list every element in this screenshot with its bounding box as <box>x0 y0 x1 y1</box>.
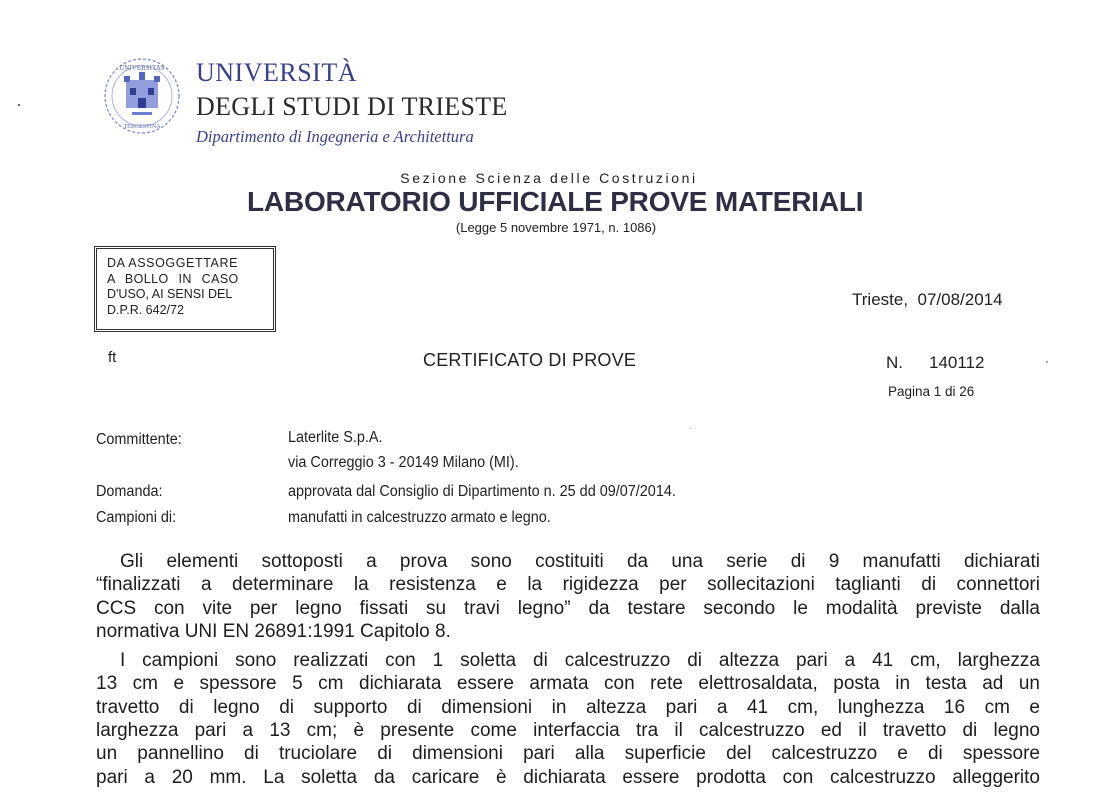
svg-text:TERGESTINA: TERGESTINA <box>123 124 161 130</box>
document-title: CERTIFICATO DI PROVE <box>423 350 637 370</box>
university-seal-icon <box>100 56 184 136</box>
stamp-line: D.P.R. 642/72 <box>107 302 184 317</box>
law-reference: (Legge 5 novembre 1971, n. 1086) <box>455 220 657 235</box>
stamp-duty-box <box>94 246 276 332</box>
request-value: approvata dal Consiglio di Dipartimento n. 25 dd 09/07/2014. <box>288 483 676 500</box>
body-line: larghezza pari a 13 cm; è presente come interfaccia tra il calcestruzzo ed il travetto di legno <box>96 720 1040 742</box>
body-line: “finalizzati a determinare la resistenza e la rigidezza per sollecitazioni taglianti di connettori <box>96 574 1040 596</box>
client-address: via Correggio 3 - 20149 Milano (MI). <box>288 454 519 471</box>
paragraph-sample-description <box>96 649 1040 789</box>
stamp-line: D'USO, AI SENSI DEL <box>107 287 233 301</box>
paragraph-test-elements <box>96 550 1040 643</box>
samples-value: manufatti in calcestruzzo armato e legno. <box>288 509 551 526</box>
certificate-number-label: N. <box>886 353 903 372</box>
place-date: Trieste, 07/08/2014 <box>852 290 1003 309</box>
body-line: Gli elementi sottoposti a prova sono costituiti da una serie di 9 manufatti dichiarati <box>120 551 1040 572</box>
stamp-line: DA ASSOGGETTARE <box>107 256 239 270</box>
request-label: Domanda: <box>96 483 163 500</box>
scan-speck <box>690 428 691 429</box>
scan-speck <box>1046 361 1048 363</box>
department-name: Dipartimento di Ingegneria e Architettura <box>196 127 474 146</box>
body-line: pari a 20 mm. La soletta da caricare è dichiarata essere prodotta con calcestruzzo alleggerito <box>96 766 1040 788</box>
body-line: travetto di legno di supporto di dimensioni in altezza pari a 41 cm, lunghezza 16 cm e <box>96 696 1040 718</box>
svg-text:UNIVERSITAS: UNIVERSITAS <box>119 64 165 72</box>
document-body <box>96 550 1040 789</box>
samples-label: Campioni di: <box>96 509 177 526</box>
university-name-line2: DEGLI STUDI DI TRIESTE <box>196 92 508 121</box>
body-line: 13 cm e spessore 5 cm dichiarata essere armata con rete elettrosaldata, posta in testa ad un <box>96 673 1040 695</box>
client-label: Committente: <box>96 431 182 448</box>
section-title: Sezione Scienza delle Costruzioni <box>400 170 698 186</box>
scan-speck <box>18 104 20 106</box>
page-info: Pagina 1 di 26 <box>888 384 975 399</box>
client-name: Laterlite S.p.A. <box>288 429 383 446</box>
stamp-line: A BOLLO IN CASO <box>107 271 239 286</box>
certificate-number: 140112 <box>929 353 985 372</box>
body-line: normativa UNI EN 26891:1991 Capitolo 8. <box>96 620 451 642</box>
body-line: un pannellino di truciolare di dimensioni pari alla superficie del calcestruzzo e di spessore <box>96 743 1040 765</box>
body-line: CCS con vite per legno fissati su travi legno” da testare secondo le modalità previste dalla <box>96 597 1040 619</box>
initials: ft <box>108 349 117 366</box>
body-line: I campioni sono realizzati con 1 soletta di calcestruzzo di altezza pari a 41 cm, larghezza <box>120 650 1040 672</box>
university-name-line1: UNIVERSITÀ <box>196 58 357 87</box>
laboratory-title: LABORATORIO UFFICIALE PROVE MATERIALI <box>247 186 864 217</box>
